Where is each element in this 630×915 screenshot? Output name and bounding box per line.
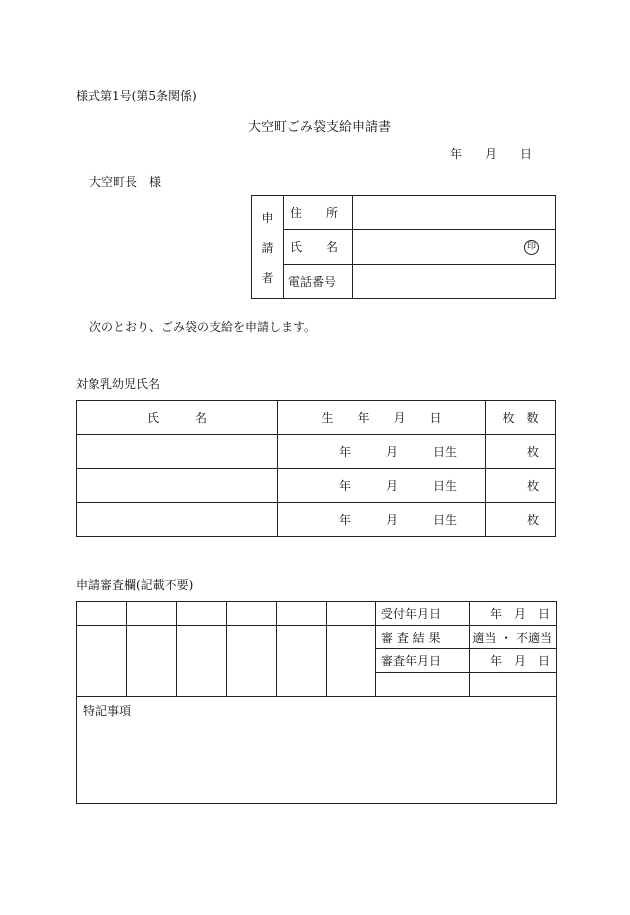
notes-area[interactable] xyxy=(77,697,557,804)
birth-year-label: 年 xyxy=(339,479,352,493)
date-month-label: 月 xyxy=(485,147,498,161)
review-label: 審査年月日 xyxy=(376,649,470,673)
birth-month-label: 月 xyxy=(386,445,399,459)
phone-label: 電話番号 xyxy=(284,264,353,298)
review-stamp-header[interactable] xyxy=(77,602,127,626)
review-stamp-cell[interactable] xyxy=(227,626,277,697)
infant-header-name: 氏 名 xyxy=(77,401,278,435)
review-value[interactable]: 年 月 日 xyxy=(470,649,557,673)
birth-year-label: 年 xyxy=(339,513,352,527)
addressee: 大空町長 様 xyxy=(89,175,162,189)
applicant-char: 請 xyxy=(261,240,274,255)
date-year-label: 年 xyxy=(450,147,463,161)
infant-count-field[interactable] xyxy=(486,469,556,503)
review-heading: 申請審査欄(記載不要) xyxy=(76,578,194,592)
form-number: 様式第1号(第5条関係) xyxy=(76,89,197,103)
name-label: 氏 名 xyxy=(284,230,353,264)
review-label: 審 査 結 果 xyxy=(376,626,470,649)
review-value[interactable]: 年 月 日 xyxy=(470,602,557,626)
review-stamp-header[interactable] xyxy=(227,602,277,626)
address-field[interactable] xyxy=(353,196,556,230)
birth-month-label: 月 xyxy=(386,513,399,527)
review-stamp-header[interactable] xyxy=(327,602,376,626)
review-stamp-header[interactable] xyxy=(277,602,327,626)
name-field[interactable] xyxy=(353,230,556,264)
birth-month-label: 月 xyxy=(386,479,399,493)
intro-text: 次のとおり、ごみ袋の支給を申請します。 xyxy=(89,320,317,334)
count-unit: 枚 xyxy=(526,513,539,527)
birth-year-label: 年 xyxy=(339,445,352,459)
review-table xyxy=(76,601,557,804)
infant-header-count: 枚 数 xyxy=(486,401,556,435)
table-row xyxy=(77,435,556,469)
infant-name-field[interactable] xyxy=(77,435,278,469)
infant-birth-field[interactable] xyxy=(278,503,486,537)
infant-count-field[interactable] xyxy=(486,503,556,537)
address-label: 住 所 xyxy=(284,196,353,230)
infant-heading: 対象乳幼児氏名 xyxy=(76,377,161,391)
infant-name-field[interactable] xyxy=(77,469,278,503)
notes-label: 特記事項 xyxy=(83,704,132,718)
infant-count-field[interactable] xyxy=(486,435,556,469)
review-stamp-cell[interactable] xyxy=(277,626,327,697)
applicant-char: 申 xyxy=(261,210,274,225)
table-row xyxy=(77,503,556,537)
applicant-char: 者 xyxy=(261,270,274,285)
review-label xyxy=(376,673,470,697)
birth-day-label: 日生 xyxy=(433,513,458,527)
form-title: 大空町ごみ袋支給申請書 xyxy=(248,120,392,135)
infant-name-field[interactable] xyxy=(77,503,278,537)
phone-field[interactable] xyxy=(353,264,556,298)
review-stamp-cell[interactable] xyxy=(127,626,177,697)
review-stamp-cell[interactable] xyxy=(177,626,227,697)
birth-day-label: 日生 xyxy=(433,445,458,459)
birth-day-label: 日生 xyxy=(433,479,458,493)
infant-birth-field[interactable] xyxy=(278,435,486,469)
count-unit: 枚 xyxy=(526,479,539,493)
infant-table xyxy=(76,400,556,537)
review-stamp-header[interactable] xyxy=(177,602,227,626)
review-stamp-cell[interactable] xyxy=(327,626,376,697)
review-stamp-cell[interactable] xyxy=(77,626,127,697)
applicant-vertical-label xyxy=(252,196,284,299)
review-value[interactable] xyxy=(470,673,557,697)
date-day-label: 日 xyxy=(520,147,533,161)
review-label: 受付年月日 xyxy=(376,602,470,626)
review-value[interactable]: 適当 ・ 不適当 xyxy=(470,626,557,649)
infant-header-birth: 生 年 月 日 xyxy=(278,401,486,435)
table-row xyxy=(77,469,556,503)
review-stamp-header[interactable] xyxy=(127,602,177,626)
count-unit: 枚 xyxy=(526,445,539,459)
infant-birth-field[interactable] xyxy=(278,469,486,503)
seal-icon: 印 xyxy=(524,240,539,255)
applicant-table xyxy=(251,195,556,299)
